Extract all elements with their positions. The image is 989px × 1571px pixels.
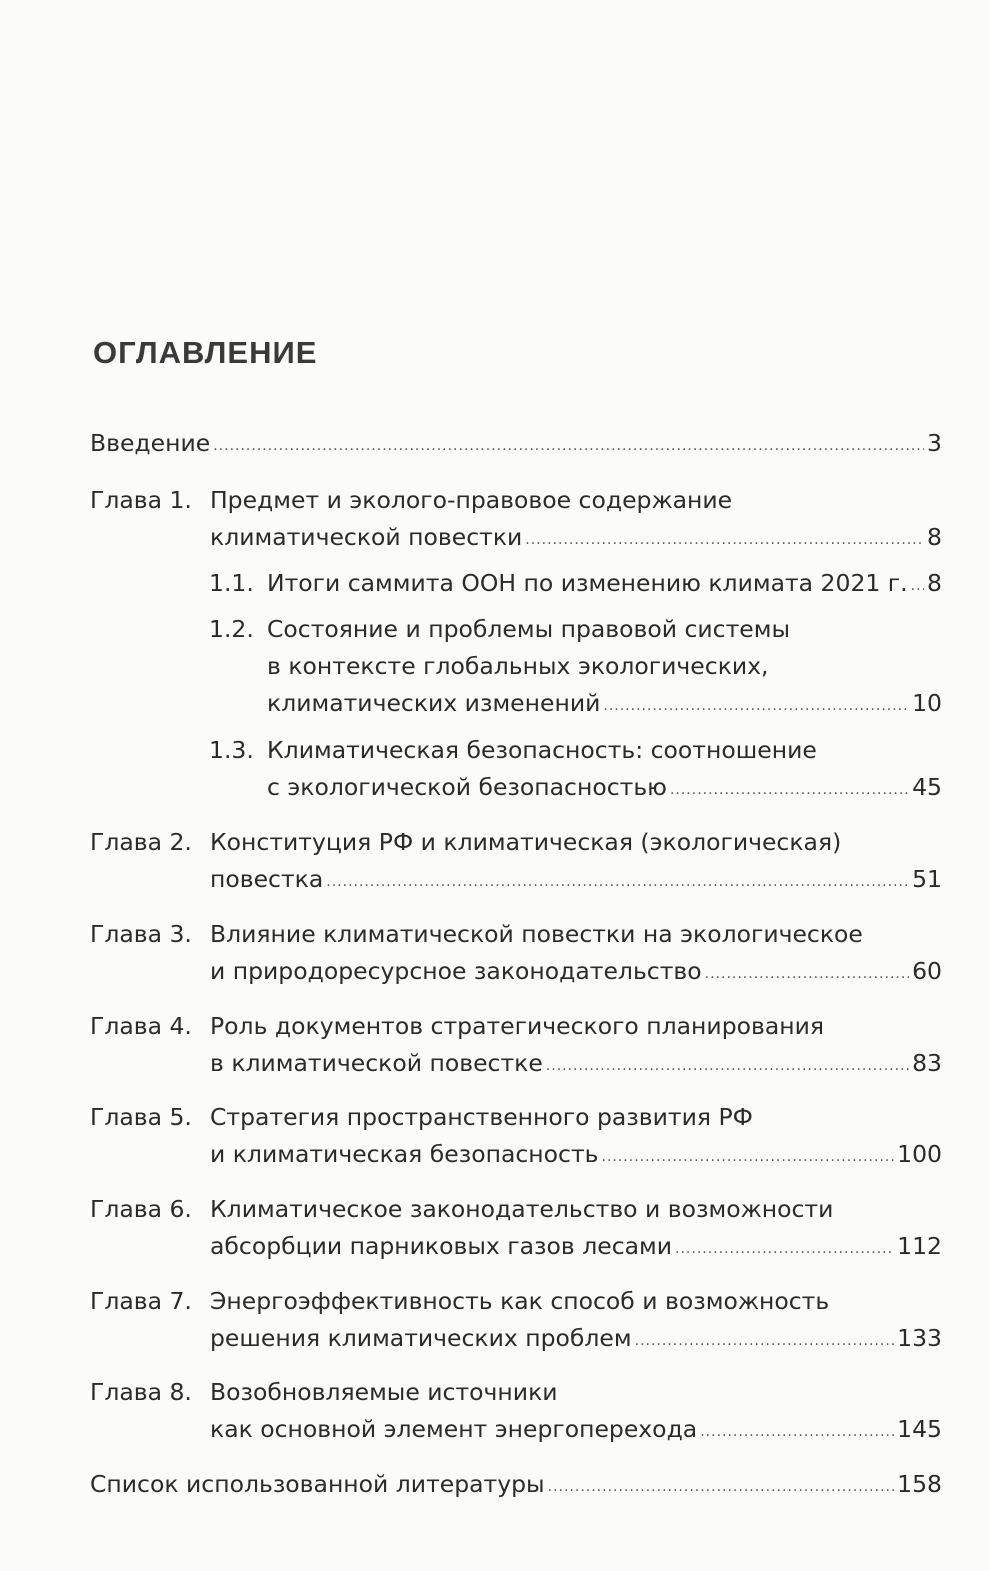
- toc-entry-text: абсорбции парниковых газов лесами: [210, 1232, 673, 1260]
- dot-leader: [548, 1481, 895, 1493]
- toc-chapter-7-cont[interactable]: [90, 1319, 942, 1353]
- toc-chapter-5-cont[interactable]: [90, 1135, 942, 1169]
- toc-entry-text: решения климатических проблем: [210, 1324, 632, 1352]
- section-number: 1.2.: [209, 615, 254, 643]
- dot-leader: [705, 968, 909, 980]
- toc-entry-text: Предмет и эколого-правовое содержание: [210, 486, 733, 514]
- toc-page-number: 100: [897, 1140, 942, 1168]
- dot-leader: [602, 1151, 895, 1163]
- toc-page-number: 10: [912, 689, 942, 717]
- toc-section-1-2-cont[interactable]: [90, 647, 942, 681]
- toc-page-number: 8: [927, 569, 942, 597]
- dot-leader: [603, 700, 909, 712]
- toc-entry-text: в климатической повестке: [210, 1049, 543, 1077]
- chapter-label: Глава 6.: [90, 1195, 192, 1223]
- toc-chapter-1-cont[interactable]: [90, 518, 942, 552]
- toc-entry-text: климатических изменений: [267, 689, 601, 717]
- toc-chapter-4-cont[interactable]: [90, 1044, 942, 1078]
- toc-section-1-2[interactable]: [90, 610, 942, 644]
- toc-entry-text: Список использованной литературы: [90, 1470, 545, 1498]
- toc-entry-text: Влияние климатической повестки на экологическое: [210, 920, 863, 948]
- dot-leader: [635, 1335, 895, 1347]
- toc-entry-text: Введение: [90, 429, 211, 457]
- section-number: 1.3.: [209, 736, 254, 764]
- toc-entry-text: Климатическая безопасность: соотношение: [267, 736, 817, 764]
- chapter-label: Глава 5.: [90, 1103, 192, 1131]
- toc-section-1-3-cont[interactable]: [90, 768, 942, 802]
- chapter-label: Глава 1.: [90, 486, 192, 514]
- toc-chapter-6-cont[interactable]: [90, 1227, 942, 1261]
- toc-page-number: 158: [897, 1470, 942, 1498]
- dot-leader: [546, 1060, 909, 1072]
- toc-entry-references[interactable]: [90, 1465, 942, 1499]
- toc-entry-text: Возобновляемые источники: [210, 1378, 558, 1406]
- dot-leader: [525, 534, 924, 546]
- toc-chapter-4[interactable]: [90, 1007, 942, 1041]
- toc-page-number: 112: [897, 1232, 942, 1260]
- dot-leader: [700, 1426, 894, 1438]
- toc-chapter-1[interactable]: [90, 481, 942, 515]
- toc-entry-text: Конституция РФ и климатическая (экологическая): [210, 828, 842, 856]
- toc-entry-text: Климатическое законодательство и возможности: [210, 1195, 834, 1223]
- toc-page-number: 83: [912, 1049, 942, 1077]
- toc-page-number: 133: [897, 1324, 942, 1352]
- toc-entry-text: климатической повестки: [210, 523, 523, 551]
- chapter-label: Глава 7.: [90, 1287, 192, 1315]
- section-number: 1.1.: [209, 569, 254, 597]
- toc-entry-text: и климатическая безопасность: [210, 1140, 599, 1168]
- toc-chapter-2-cont[interactable]: [90, 860, 942, 894]
- chapter-label: Глава 8.: [90, 1378, 192, 1406]
- toc-entry-intro[interactable]: [90, 424, 942, 458]
- toc-page-number: 51: [912, 865, 942, 893]
- toc-section-1-2-cont2[interactable]: [90, 684, 942, 718]
- toc-chapter-8[interactable]: [90, 1373, 942, 1407]
- toc-entry-text: повестка: [210, 865, 324, 893]
- toc-page-number: 45: [912, 773, 942, 801]
- toc-entry-text: Итоги саммита ООН по изменению климата 2021 г.: [267, 569, 908, 597]
- dot-leader: [911, 580, 924, 592]
- dot-leader: [670, 784, 909, 796]
- toc-entry-text: и природоресурсное законодательство: [210, 957, 702, 985]
- toc-entry-text: Стратегия пространственного развития РФ: [210, 1103, 753, 1131]
- toc-chapter-5[interactable]: [90, 1098, 942, 1132]
- toc-entry-text: Состояние и проблемы правовой системы: [267, 615, 791, 643]
- dot-leader: [326, 876, 909, 888]
- toc-chapter-8-cont[interactable]: [90, 1410, 942, 1444]
- toc-entry-text: Энергоэффективность как способ и возможность: [210, 1287, 830, 1315]
- toc-section-1-1[interactable]: [90, 564, 942, 598]
- toc-entry-text: в контексте глобальных экологических,: [267, 652, 769, 680]
- toc-chapter-3-cont[interactable]: [90, 952, 942, 986]
- dot-leader: [213, 440, 924, 452]
- toc-chapter-6[interactable]: [90, 1190, 942, 1224]
- toc-section-1-3[interactable]: [90, 731, 942, 765]
- chapter-label: Глава 3.: [90, 920, 192, 948]
- chapter-label: Глава 4.: [90, 1012, 192, 1040]
- toc-page-number: 3: [927, 429, 942, 457]
- toc-chapter-3[interactable]: [90, 915, 942, 949]
- toc-page-number: 8: [927, 523, 942, 551]
- toc-page-number: 145: [897, 1415, 942, 1443]
- toc-chapter-2[interactable]: [90, 823, 942, 857]
- chapter-label: Глава 2.: [90, 828, 192, 856]
- toc-page-number: 60: [912, 957, 942, 985]
- page-title: ОГЛАВЛЕНИЕ: [93, 335, 318, 370]
- dot-leader: [675, 1243, 894, 1255]
- toc-chapter-7[interactable]: [90, 1282, 942, 1316]
- toc-entry-text: как основной элемент энергоперехода: [210, 1415, 698, 1443]
- toc-entry-text: с экологической безопасностью: [267, 773, 667, 801]
- toc-entry-text: Роль документов стратегического планирования: [210, 1012, 825, 1040]
